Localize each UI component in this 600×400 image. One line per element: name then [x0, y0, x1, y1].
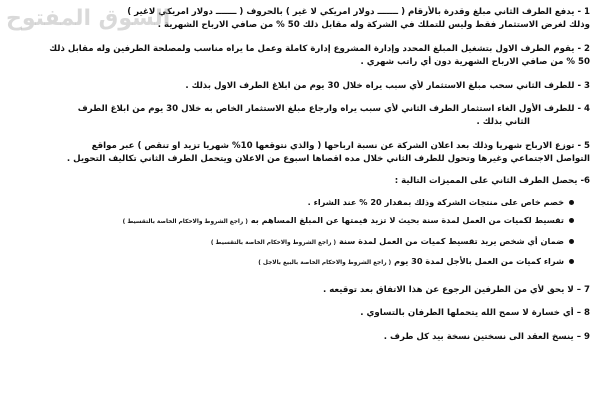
list-item [10, 196, 574, 208]
benefit-text: خصم خاص على منتجات الشركة وذلك بمقدار 20 % عند الشراء . [307, 197, 564, 208]
bullet-icon [569, 200, 574, 205]
benefit-text: تقسيط لكميات من العمل لمدة سنة بحيث لا تزيد قيمتها عن المبلغ المساهم به [250, 215, 564, 226]
clause-6 [10, 175, 590, 188]
list-item [10, 255, 574, 269]
clause-9-line-1: 9 – ينسخ العقد الى نسختين نسخة بيد كل طرف . [383, 331, 590, 342]
benefit-text: ضمان أي شخص يريد تقسيط كميات من العمل لمدة سنة [338, 235, 564, 246]
clause-3 [10, 80, 590, 93]
benefit-note: ( راجع الشروط والاحكام الخاصة بالبيع بالاجل ) [258, 260, 392, 267]
clause-7 [10, 284, 590, 297]
clause-2-line-1: 2 - يقوم الطرف الاول بتشغيل المبلغ المحدد وإدارة المشروع إدارة كاملة وعمل ما يراه مناسب ولمصلحة الطرفين وله مقابل ذلك [49, 43, 590, 54]
clause-5-line-2: التواصل الاجتماعي وغيرها وتحول للطرف الثاني خلال مده اقصاها اسبوع من الاعلان ويتحمل الطرف الثاني تكاليف التحويل . [66, 154, 590, 165]
clause-5 [10, 140, 590, 167]
list-item [10, 235, 574, 249]
clause-9 [10, 331, 590, 344]
clause-4 [10, 103, 590, 130]
clause-4-line-1: 4 - للطرف الأول الغاء استثمار الطرف الثاني لأي سبب يراه وارجاع مبلغ الاستثمار الخاص به خلال 30 يوم من ابلاغ الطرف [77, 104, 590, 115]
clause-4-line-2: الثاني بذلك . [476, 117, 530, 128]
bullet-icon [569, 259, 574, 264]
benefit-note: ( راجع الشروط والاحكام الخاصة بالتقسيط ) [210, 239, 337, 246]
clause-1 [10, 6, 590, 33]
benefit-note: ( راجع الشروط والاحكام الخاصة بالتقسيط ) [122, 219, 248, 226]
clause-7-line-1: 7 – لا يحق لأي من الطرفين الرجوع عن هذا الاتفاق بعد توقيعه . [322, 284, 590, 295]
clause-1-line-2: وذلك لغرض الاستثمار فقط وليس للتملك في الشركة وله مقابل ذلك 50 % من صافي الارباح الشهرية . [157, 20, 590, 31]
clause-5-line-1: 5 - توزع الارباح شهريا وذلك بعد اعلان الشركة عن نسبة ارباحها ( والذي نتوقعها 10% شهريا تزيد او تنقص ) عبر مواقع [91, 140, 590, 151]
bullet-icon [569, 239, 574, 244]
clause-6-line-1: 6- يحصل الطرف الثاني على المميزات التالية : [394, 175, 590, 186]
clause-8-line-1: 8 – أي خسارة لا سمح الله يتحملها الطرفان بالتساوي . [360, 308, 590, 319]
clause-3-line-1: 3 - للطرف الثاني سحب مبلغ الاستثمار لأي سبب يراه خلال 30 يوم من ابلاغ الطرف الاول بذلك . [185, 80, 590, 91]
benefit-text: شراء كميات من العمل بالأجل لمدة 30 يوم [394, 256, 564, 267]
clause-8 [10, 307, 590, 320]
bullet-icon [569, 218, 574, 223]
benefits-list [10, 196, 590, 270]
clause-1-line-1: 1 - يدفع الطرف الثاني مبلغ وقدرة بالأرقام ( ـــــــ دولار امريكي لا غير ) بالحروف ( ـــــــ دولار امريكي لاغير ) [127, 7, 590, 17]
list-item [10, 214, 574, 228]
watermark-logo: السوق المفتوح [6, 6, 171, 31]
clause-2-line-2: 50 % من صافي الارباح الشهرية دون أي راتب شهري . [360, 57, 590, 68]
clause-2 [10, 43, 590, 70]
